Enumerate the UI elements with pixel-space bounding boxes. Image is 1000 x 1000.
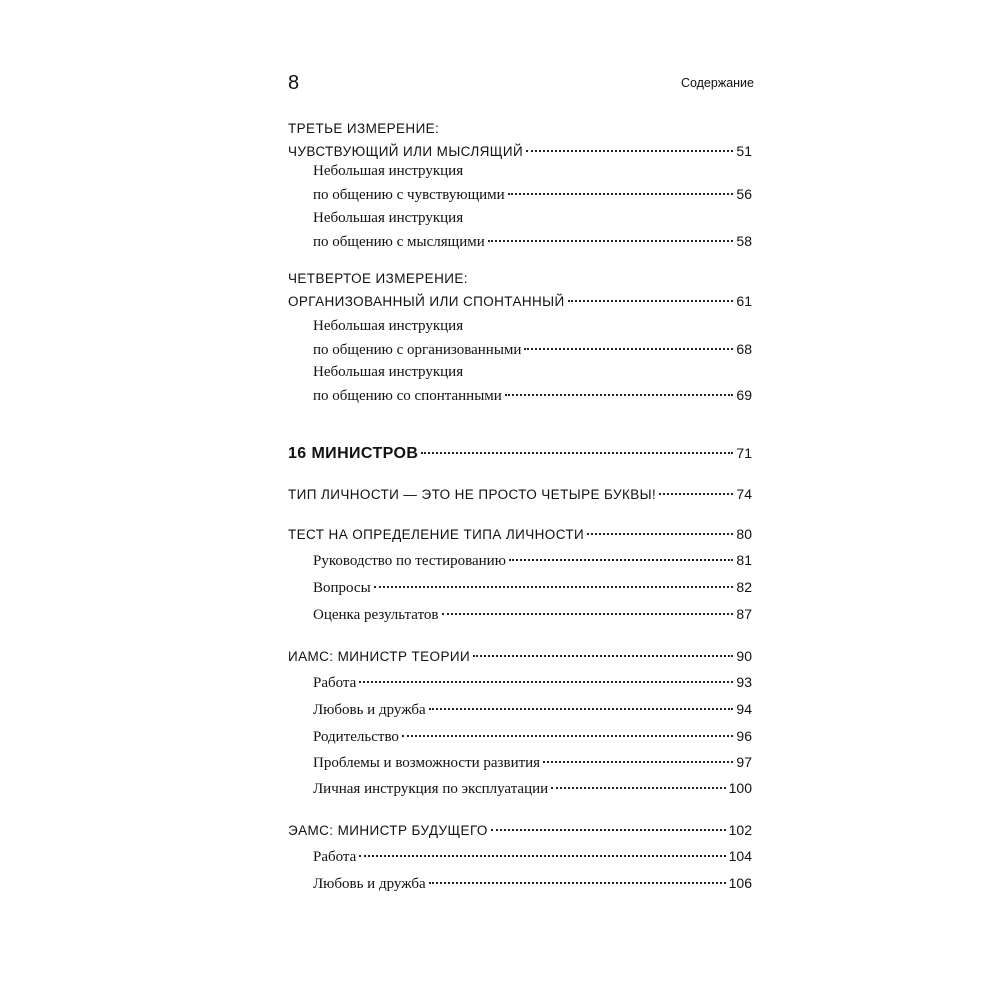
- toc-entry-first-line: ТРЕТЬЕ ИЗМЕРЕНИЕ:: [288, 121, 440, 136]
- toc-page-number: 96: [736, 728, 752, 744]
- toc-entry-questions[interactable]: [313, 576, 752, 600]
- toc-entry-title: 16 МИНИСТРОВ: [288, 445, 419, 462]
- toc-page-number: 90: [736, 648, 752, 664]
- toc-page-number: 56: [736, 186, 752, 202]
- toc-entry-minister-future[interactable]: [288, 819, 752, 842]
- page-number: 8: [288, 72, 300, 94]
- dot-leader: [442, 613, 734, 615]
- dot-leader: [526, 150, 733, 152]
- toc-entry-testing-guide[interactable]: [313, 549, 752, 573]
- toc-entry-title: ЭАМС: МИНИСТР БУДУЩЕГО: [288, 823, 488, 838]
- toc-entry-fourth-dimension[interactable]: [288, 267, 752, 313]
- toc-entry-title: ТИП ЛИЧНОСТИ — ЭТО НЕ ПРОСТО ЧЕТЫРЕ БУКВЫ!: [288, 487, 657, 502]
- toc-entry-results[interactable]: [313, 603, 752, 627]
- toc-entry-third-dimension[interactable]: [288, 117, 752, 163]
- dot-leader: [551, 787, 725, 789]
- toc-page-number: 93: [736, 674, 752, 690]
- toc-page-number: 51: [736, 143, 752, 159]
- toc-page-number: 81: [736, 552, 752, 568]
- toc-entry-title: ИАМС: МИНИСТР ТЕОРИИ: [288, 649, 471, 664]
- toc-entry-title: по общению со спонтанными: [313, 388, 502, 404]
- dot-leader: [402, 735, 733, 737]
- toc-page-number: 106: [728, 875, 752, 891]
- dot-leader: [359, 681, 733, 683]
- toc-entry-title: Проблемы и возможности развития: [313, 755, 541, 771]
- toc-entry-parenting[interactable]: [313, 725, 752, 749]
- toc-entry-first-line: Небольшая инструкция: [313, 163, 464, 179]
- toc-entry-first-line: Небольшая инструкция: [313, 210, 464, 226]
- toc-entry-title: по общению с организованными: [313, 342, 522, 358]
- dot-leader: [508, 193, 734, 195]
- toc-entry-work-2[interactable]: [313, 845, 752, 869]
- dot-leader: [429, 708, 734, 710]
- toc-page-number: 94: [736, 701, 752, 717]
- toc-page-number: 80: [736, 526, 752, 542]
- toc-entry-first-line: ЧЕТВЕРТОЕ ИЗМЕРЕНИЕ:: [288, 271, 468, 286]
- toc-entry-work[interactable]: [313, 671, 752, 695]
- toc-entry-title: Родительство: [313, 729, 399, 745]
- toc-entry-title: Руководство по тестированию: [313, 553, 506, 569]
- toc-entry-title: Работа: [313, 849, 357, 865]
- dot-leader: [421, 452, 733, 454]
- toc-entry-title: по общению с мыслящими: [313, 234, 485, 250]
- dot-leader: [505, 394, 734, 396]
- toc-entry-love-friendship-2[interactable]: [313, 872, 752, 896]
- toc-entry-title: Работа: [313, 675, 357, 691]
- dot-leader: [543, 761, 733, 763]
- toc-entry-title: Любовь и дружба: [313, 876, 426, 892]
- toc-entry-organized-guide[interactable]: [313, 315, 752, 362]
- dot-leader: [473, 655, 733, 657]
- toc-entry-first-line: Небольшая инструкция: [313, 364, 464, 380]
- toc-entry-first-line: Небольшая инструкция: [313, 318, 464, 334]
- dot-leader: [359, 855, 725, 857]
- toc-entry-personality-test[interactable]: [288, 523, 752, 546]
- toc-entry-thinking-guide[interactable]: [313, 207, 752, 254]
- toc-entry-personality-type[interactable]: [288, 483, 752, 506]
- dot-leader: [659, 493, 733, 495]
- dot-leader: [491, 829, 726, 831]
- toc-page-number: 87: [736, 606, 752, 622]
- dot-leader: [488, 240, 734, 242]
- dot-leader: [509, 559, 734, 561]
- toc-page-number: 74: [736, 486, 752, 502]
- toc-entry-feeling-guide[interactable]: [313, 160, 752, 207]
- toc-entry-title: Личная инструкция по эксплуатации: [313, 781, 549, 797]
- dot-leader: [568, 300, 734, 302]
- toc-page-number: 100: [728, 780, 752, 796]
- running-header: Содержание: [680, 76, 754, 90]
- toc-entry-title: Вопросы: [313, 580, 371, 596]
- toc-page-number: 58: [736, 233, 752, 249]
- toc-entry-title: ТЕСТ НА ОПРЕДЕЛЕНИЕ ТИПА ЛИЧНОСТИ: [288, 527, 585, 542]
- toc-entry-title: ЧУВСТВУЮЩИЙ ИЛИ МЫСЛЯЩИЙ: [288, 144, 524, 159]
- toc-page-number: 68: [736, 341, 752, 357]
- toc-entry-16-ministers[interactable]: [288, 442, 752, 465]
- toc-page-number: 104: [728, 848, 752, 864]
- toc-entry-spontaneous-guide[interactable]: [313, 361, 752, 408]
- toc-entry-title: Любовь и дружба: [313, 702, 426, 718]
- toc-entry-title: ОРГАНИЗОВАННЫЙ ИЛИ СПОНТАННЫЙ: [288, 294, 565, 309]
- toc-entry-growth[interactable]: [313, 751, 752, 775]
- dot-leader: [374, 586, 734, 588]
- toc-page-number: 102: [728, 822, 752, 838]
- toc-entry-minister-theory[interactable]: [288, 645, 752, 668]
- toc-entry-love-friendship[interactable]: [313, 698, 752, 722]
- dot-leader: [429, 882, 726, 884]
- toc-page-number: 97: [736, 754, 752, 770]
- dot-leader: [524, 348, 733, 350]
- toc-entry-title: Оценка результатов: [313, 607, 439, 623]
- toc-page-number: 71: [736, 445, 752, 461]
- toc-page-number: 61: [736, 293, 752, 309]
- toc-page-number: 69: [736, 387, 752, 403]
- toc-entry-user-manual[interactable]: [313, 777, 752, 801]
- dot-leader: [587, 533, 733, 535]
- toc-page-number: 82: [736, 579, 752, 595]
- toc-entry-title: по общению с чувствующими: [313, 187, 505, 203]
